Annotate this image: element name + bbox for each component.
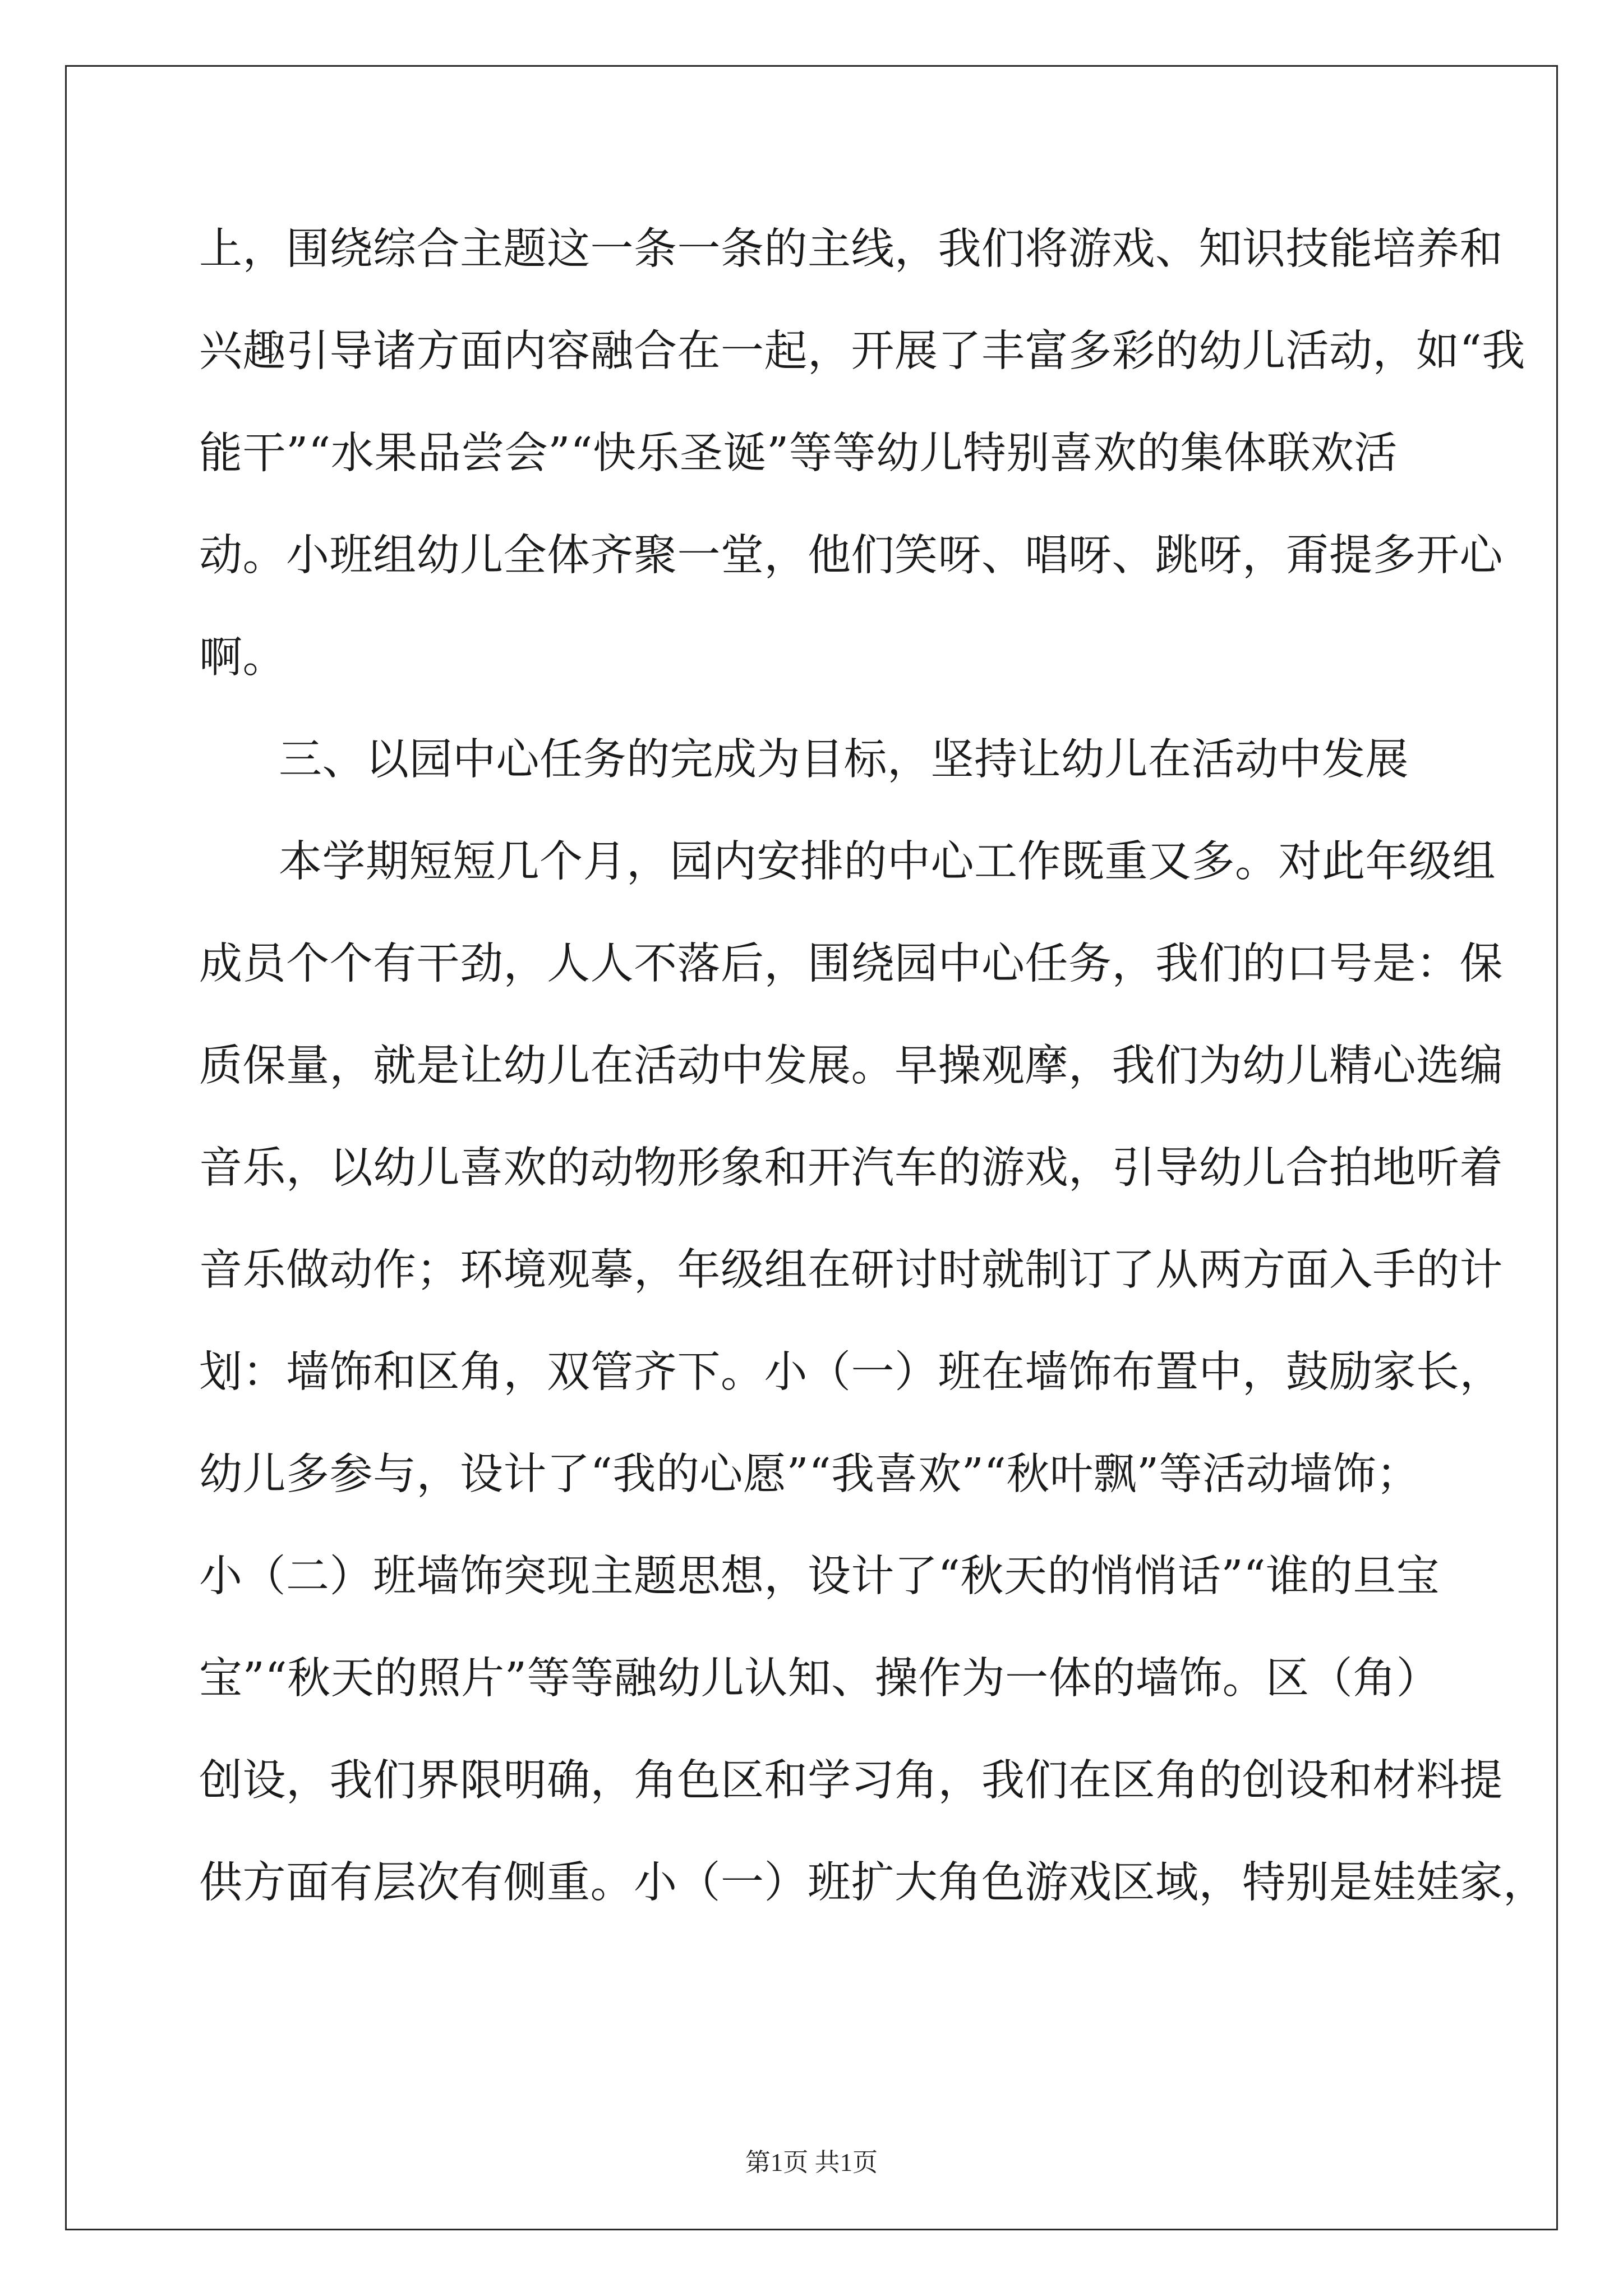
text-line: 上，围绕综合主题这一条一条的主线，我们将游戏、知识技能培养和 [199, 224, 1503, 274]
text-line: 创设，我们界限明确，角色区和学习角，我们在区角的创设和材料提 [199, 1756, 1503, 1806]
text-line: 小（二）班墙饰突现主题思想，设计了“秋天的悄悄话”“谁的旦宝 [199, 1552, 1440, 1602]
text-line: 音乐，以幼儿喜欢的动物形象和开汽车的游戏，引导幼儿合拍地听着 [199, 1143, 1503, 1193]
text-line: 本学期短短几个月，园内安排的中心工作既重又多。对此年级组 [279, 837, 1496, 887]
section-heading: 三、以园中心任务的完成为目标，坚持让幼儿在活动中发展 [279, 735, 1409, 785]
text-line: 划：墙饰和区角，双管齐下。小（一）班在墙饰布置中，鼓励家长， [199, 1347, 1503, 1397]
text-line: 音乐做动作；环境观摹，年级组在研讨时就制订了从两方面入手的计 [199, 1245, 1503, 1295]
page-number-footer: 第1页 共1页 [745, 2148, 878, 2177]
text-line: 质保量，就是让幼儿在活动中发展。早操观摩，我们为幼儿精心选编 [199, 1041, 1503, 1091]
text-line: 供方面有层次有侧重。小（一）班扩大角色游戏区域，特别是娃娃家， [199, 1858, 1547, 1908]
text-line: 宝”“秋天的照片”等等融幼儿认知、操作为一体的墙饰。区（角） [199, 1654, 1440, 1704]
text-line: 成员个个有干劲，人人不落后，围绕园中心任务，我们的口号是：保 [199, 939, 1503, 989]
text-line: 动。小班组幼儿全体齐聚一堂，他们笑呀、唱呀、跳呀，甭提多开心 [199, 531, 1503, 581]
text-line: 幼儿多参与，设计了“我的心愿”“我喜欢”“秋叶飘”等活动墙饰； [199, 1450, 1420, 1499]
text-line: 能干”“水果品尝会”“快乐圣诞”等等幼儿特别喜欢的集体联欢活 [199, 429, 1398, 478]
text-line: 啊。 [199, 633, 286, 683]
text-line: 兴趣引导诸方面内容融合在一起，开展了丰富多彩的幼儿活动，如“我 [199, 326, 1525, 376]
